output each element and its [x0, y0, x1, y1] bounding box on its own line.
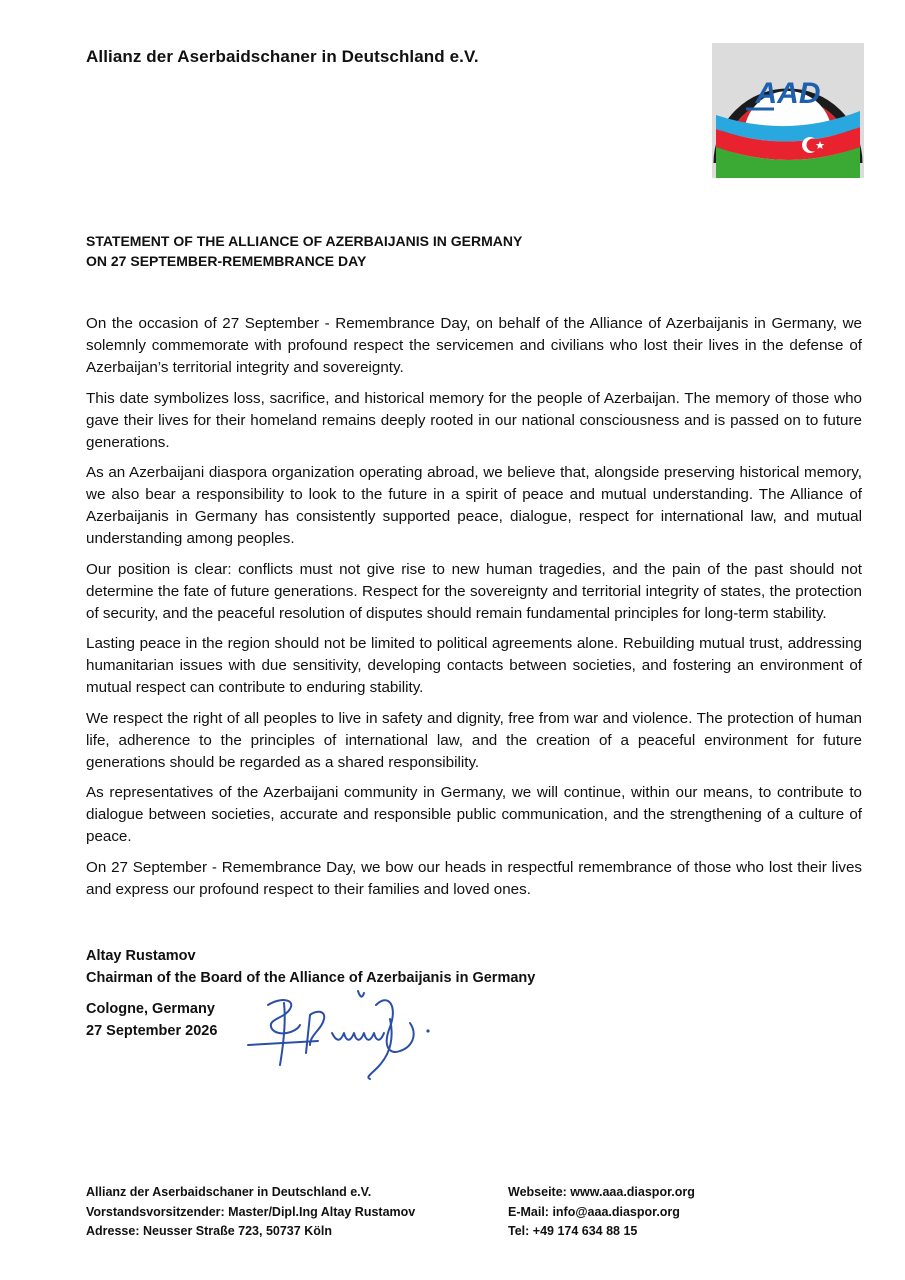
- footer-address: Adresse: Neusser Straße 723, 50737 Köln: [86, 1224, 332, 1238]
- statement-title: [86, 231, 522, 271]
- logo-wordmark: AAD: [755, 77, 821, 110]
- footer-contact-info: [508, 1183, 695, 1242]
- signatory-position: Chairman of the Board of the Alliance of Azerbaijanis in Germany: [86, 970, 536, 986]
- paragraph: We respect the right of all peoples to live in safety and dignity, free from war and violence. The protection of human life, adherence to the principles of international law, and the creation of a peaceful environment for future generations should be regarded as a shared responsibility.: [86, 709, 862, 771]
- organization-header: Allianz der Aserbaidschaner in Deutschland e.V.: [86, 47, 479, 66]
- statement-body: [86, 313, 862, 909]
- title-line-2: ON 27 SEPTEMBER-REMEMBRANCE DAY: [86, 253, 367, 269]
- footer-chairman: Vorstandsvorsitzender: Master/Dipl.Ing Altay Rustamov: [86, 1204, 416, 1219]
- paragraph: This date symbolizes loss, sacrifice, and historical memory for the people of Azerbaijan. The memory of those who gave their lives for their homeland remains deeply rooted in our national consciousness and is passed on to future generations.: [86, 389, 862, 451]
- footer-phone: Tel: +49 174 634 88 15: [508, 1224, 638, 1238]
- footer-organization-info: [86, 1183, 415, 1242]
- title-line-1: STATEMENT OF THE ALLIANCE OF AZERBAIJANIS IN GERMANY: [86, 233, 523, 249]
- paragraph: On 27 September - Remembrance Day, we bow our heads in respectful remembrance of those who lost their lives and express our profound respect to their families and loved ones.: [86, 858, 862, 898]
- paragraph: As an Azerbaijani diaspora organization operating abroad, we believe that, alongside preserving historical memory, we also bear a responsibility to look to the future in a spirit of peace and mutual understanding. The Alliance of Azerbaijanis in Germany has consistently supported peace, dialogue, respect for international law, and mutual understanding among peoples.: [86, 464, 862, 547]
- paragraph: Lasting peace in the region should not be limited to political agreements alone. Rebuilding mutual trust, addressing humanitarian issues with due sensitivity, developing contacts between societies, and fostering an environment of mutual respect can contribute to enduring stability.: [86, 635, 862, 696]
- footer-email: E-Mail: info@aaa.diaspor.org: [508, 1204, 680, 1219]
- signatory-name: Altay Rustamov: [86, 948, 196, 964]
- signing-date: 27 September 2026: [86, 1023, 218, 1039]
- footer-org-name: Allianz der Aserbaidschaner in Deutschland e.V.: [86, 1185, 372, 1199]
- handwritten-signature: [240, 975, 450, 1085]
- signing-place: Cologne, Germany: [86, 1001, 215, 1017]
- footer-website: Webseite: www.aaa.diaspor.org: [508, 1185, 695, 1199]
- paragraph: As representatives of the Azerbaijani community in Germany, we will continue, within our means, to contribute to dialogue between societies, accurate and responsible public communication, and the strengthening of a culture of peace.: [86, 784, 862, 845]
- paragraph: Our position is clear: conflicts must not give rise to new human tragedies, and the pain of the past should not determine the fate of future generations. Respect for the sovereignty and territorial integrity of states, the protection of security, and the peaceful resolution of disputes should remain fundamental principles for long-term stability.: [86, 560, 862, 622]
- organization-logo: [712, 43, 864, 178]
- paragraph: On the occasion of 27 September - Remembrance Day, on behalf of the Alliance of Azerbaijanis in Germany, we solemnly commemorate with profound respect the servicemen and civilians who lost their lives in the defense of Azerbaijan’s territorial integrity and sovereignty.: [86, 315, 862, 376]
